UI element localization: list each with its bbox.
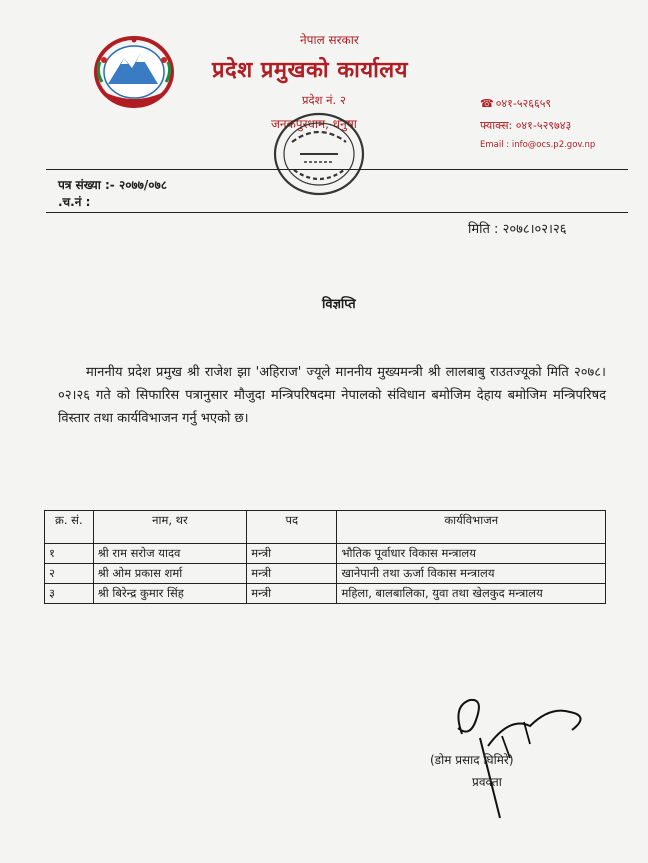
row-name: श्री ओम प्रकास शर्मा [93,564,247,584]
fax-number: फ्याक्स: ०४१-५२९७४३ [480,119,572,132]
province-name: प्रदेश नं. २ [302,93,346,107]
header-name: नाम, थर [93,511,247,544]
row-name: श्री बिरेन्द्र कुमार सिंह [93,584,247,604]
table-row [45,584,606,604]
row-post: मन्त्री [247,544,337,564]
table-header-row [45,511,606,544]
row-name: श्री राम सरोज यादव [93,544,247,564]
row-post: मन्त्री [247,564,337,584]
table-row [45,564,606,584]
phone-number [480,96,551,111]
row-serial: १ [45,544,94,564]
header-serial: क्र. सं. [45,511,94,544]
office-stamp-icon [270,108,368,200]
nepal-emblem-icon [90,32,178,114]
dispatch-number: .च.नं : [58,195,91,209]
header-department: कार्यविभाजन [337,511,606,544]
row-serial: २ [45,564,94,584]
row-department: भौतिक पूर्वाधार विकास मन्त्रालय [337,544,606,564]
office-location: जनकपुरधाम, धनुषा [271,117,357,131]
government-name: नेपाल सरकार [300,33,359,47]
office-name: प्रदेश प्रमुखको कार्यालय [212,58,408,83]
header-post: पद [247,511,337,544]
header-divider-top [46,169,628,170]
notice-date: मिति : २०७८।०२।२६ [468,222,567,237]
signer-designation: प्रवक्ता [472,775,502,789]
header-divider-bottom [46,212,628,213]
row-department: खानेपानी तथा ऊर्जा विकास मन्त्रालय [337,564,606,584]
email-address: Email : info@ocs.p2.gov.np [480,140,596,150]
phone-value: ०४१-५२६६५९ [495,97,552,110]
row-post: मन्त्री [247,584,337,604]
notice-title: विज्ञप्ति [322,297,356,312]
letter-number: पत्र संख्या :- २०७७/०७८ [58,178,168,192]
row-department: महिला, बालबालिका, युवा तथा खेलकुद मन्त्रालय [337,584,606,604]
phone-icon: ☎ [480,97,494,110]
cabinet-table [44,510,606,604]
notice-body: माननीय प्रदेश प्रमुख श्री राजेश झा 'अहिराज' ज्यूले माननीय मुख्यमन्त्री श्री लालबाबु राउतज्यूको मिति २०७८।०२।२६ गते को सिफारिस पत्रानुसार मौजुदा मन्त्रिपरिषदमा नेपालको संविधान बमोजिम देहाय बमोजिम मन्त्रिपरिषद विस्तार तथा कार्यविभाजन गर्नु भएको छ। [58,365,606,426]
signer-name: (डोम प्रसाद घिमिरे) [430,753,514,767]
row-serial: ३ [45,584,94,604]
table-row [45,544,606,564]
